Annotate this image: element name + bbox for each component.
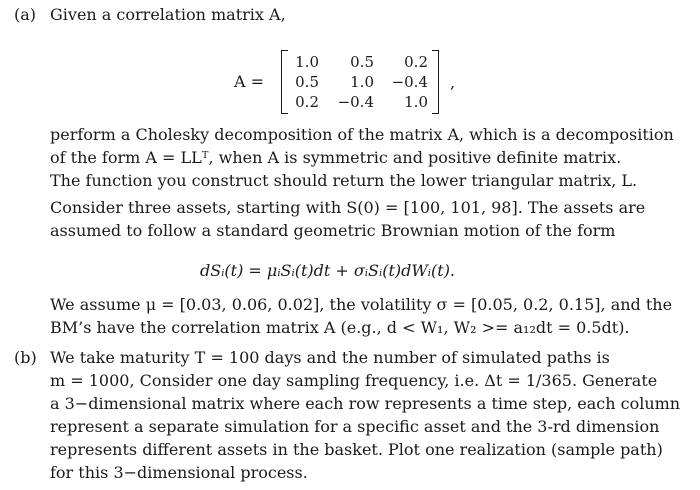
matrix-cell: −0.4 bbox=[391, 73, 428, 91]
paragraph-3-line-1: We assume μ = [0.03, 0.06, 0.02], the volatility σ = [0.05, 0.2, 0.15], and the bbox=[50, 295, 673, 314]
paragraph-2-line-2: assumed to follow a standard geometric Brownian motion of the form bbox=[50, 221, 616, 240]
part-b-line-3: a 3−dimensional matrix where each row represents a time step, each column bbox=[50, 394, 681, 413]
part-b-line-6: for this 3−dimensional process. bbox=[50, 463, 308, 482]
matrix-right-bracket bbox=[432, 50, 439, 114]
gbm-equation: dSᵢ(t) = μᵢSᵢ(t)dt + σᵢSᵢ(t)dWᵢ(t). bbox=[200, 261, 456, 280]
matrix-cell: 0.2 bbox=[295, 93, 319, 111]
part-b-label: (b) bbox=[14, 348, 37, 367]
paragraph-1-line-3: The function you construct should return the lower triangular matrix, L. bbox=[50, 171, 638, 190]
part-b-line-2: m = 1000, Consider one day sampling frequency, i.e. Δt = 1/365. Generate bbox=[50, 371, 658, 390]
paragraph-1-line-1: perform a Cholesky decomposition of the matrix A, which is a decomposition bbox=[50, 125, 674, 144]
part-b-line-4: represent a separate simulation for a specific asset and the 3-rd dimension bbox=[50, 417, 660, 436]
matrix-cell: 0.5 bbox=[295, 73, 319, 91]
paragraph-2-line-1: Consider three assets, starting with S(0) = [100, 101, 98]. The assets are bbox=[50, 198, 646, 217]
matrix-cell: 1.0 bbox=[404, 93, 428, 111]
paragraph-1-line-2: of the form A = LLᵀ, when A is symmetric and positive definite matrix. bbox=[50, 148, 622, 167]
part-a-label: (a) bbox=[14, 5, 37, 24]
paragraph-3-line-2: BM’s have the correlation matrix A (e.g., d < W₁, W₂ >= a₁₂dt = 0.5dt). bbox=[50, 318, 630, 337]
matrix-cell: −0.4 bbox=[337, 93, 374, 111]
matrix-cell: 1.0 bbox=[350, 73, 374, 91]
matrix-trailing-comma: , bbox=[450, 73, 456, 92]
part-b-line-1: We take maturity T = 100 days and the number of simulated paths is bbox=[50, 348, 610, 367]
part-a-intro: Given a correlation matrix A, bbox=[50, 5, 286, 24]
matrix-cell: 1.0 bbox=[295, 53, 319, 71]
part-b-line-5: represents different assets in the basket. Plot one realization (sample path) bbox=[50, 440, 663, 459]
matrix-name: A = bbox=[234, 72, 265, 91]
matrix-cell: 0.2 bbox=[404, 53, 428, 71]
matrix-cell: 0.5 bbox=[350, 53, 374, 71]
